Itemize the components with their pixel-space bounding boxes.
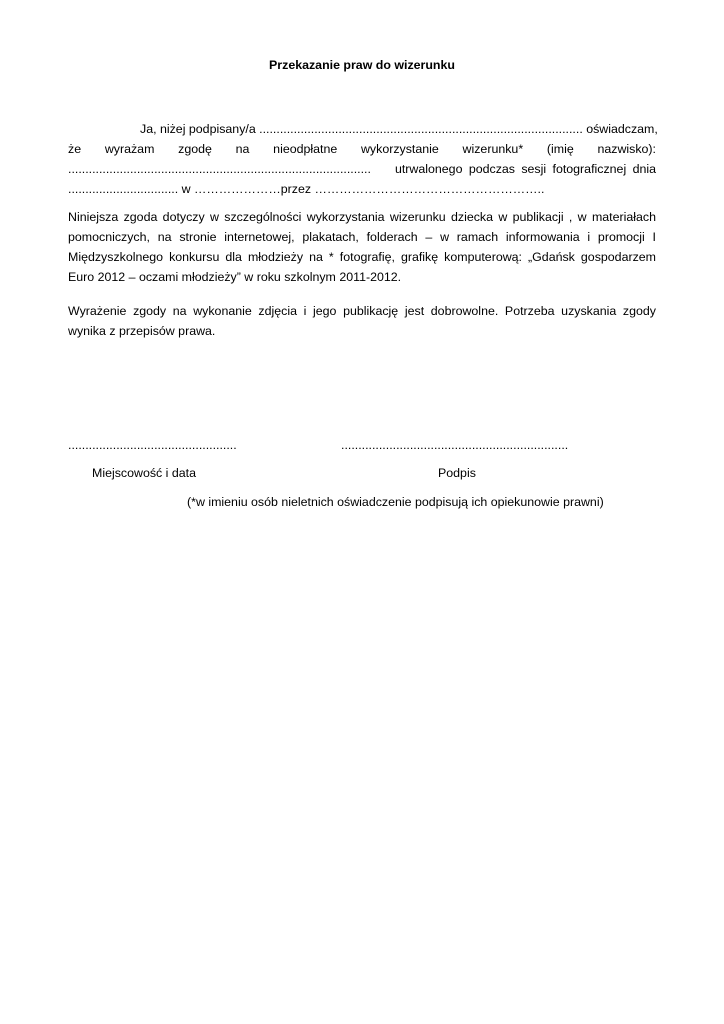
word: zgodę <box>178 142 212 156</box>
voluntary-consent-paragraph: Wyrażenie zgody na wykonanie zdjęcia i jego publikację jest dobrowolne. Potrzeba uzyskania zgody wynika z przepisów prawa. <box>68 304 656 338</box>
word: wyrażam <box>104 142 155 156</box>
statement-line-3-words <box>395 159 656 179</box>
consent-statement <box>68 119 656 199</box>
word: że <box>68 142 82 156</box>
statement-line-2 <box>68 139 656 159</box>
word: na <box>235 142 250 156</box>
name-blank: ........................................................................................ <box>68 162 371 176</box>
signature-blank: .................................................................. <box>341 438 569 452</box>
place-date-label: Miejscowość i data <box>92 466 196 480</box>
word: wykorzystanie <box>360 142 439 156</box>
word: nieodpłatne <box>273 142 338 156</box>
word: nazwisko): <box>597 142 656 156</box>
statement-line-1: Ja, niżej podpisany/a .............................................................................................. oświadczam, <box>140 122 658 136</box>
word: wizerunku* <box>462 142 524 156</box>
statement-line-4: ................................ w …………………przez ……………………………………………….. <box>68 182 545 196</box>
place-date-blank: ................................................. <box>68 438 237 452</box>
word: sesji <box>521 162 547 176</box>
word: dnia <box>632 162 656 176</box>
word: fotograficznej <box>552 162 627 176</box>
signature-label: Podpis <box>438 466 476 480</box>
consent-scope-paragraph: Niniejsza zgoda dotyczy w szczególności wykorzystania wizerunku dziecka w publikacji , w materiałach pomocniczych, na stronie internetowej, plakatach, folderach – w ramach informowania i promocji I Międzyszkolnego konkursu dla młodzieży na * fotografię, grafikę komputerową: „Gdańsk gospodarzem Euro 2012 – oczami młodzieży” w roku szkolnym 2011-2012. <box>68 210 656 284</box>
guardian-note: (*w imieniu osób nieletnich oświadczenie podpisują ich opiekunowie prawni) <box>187 495 604 509</box>
word: utrwalonego <box>394 162 463 176</box>
word: (imię <box>546 142 574 156</box>
statement-line-3 <box>68 159 656 179</box>
word: podczas <box>468 162 515 176</box>
document-title: Przekazanie praw do wizerunku <box>269 58 455 72</box>
